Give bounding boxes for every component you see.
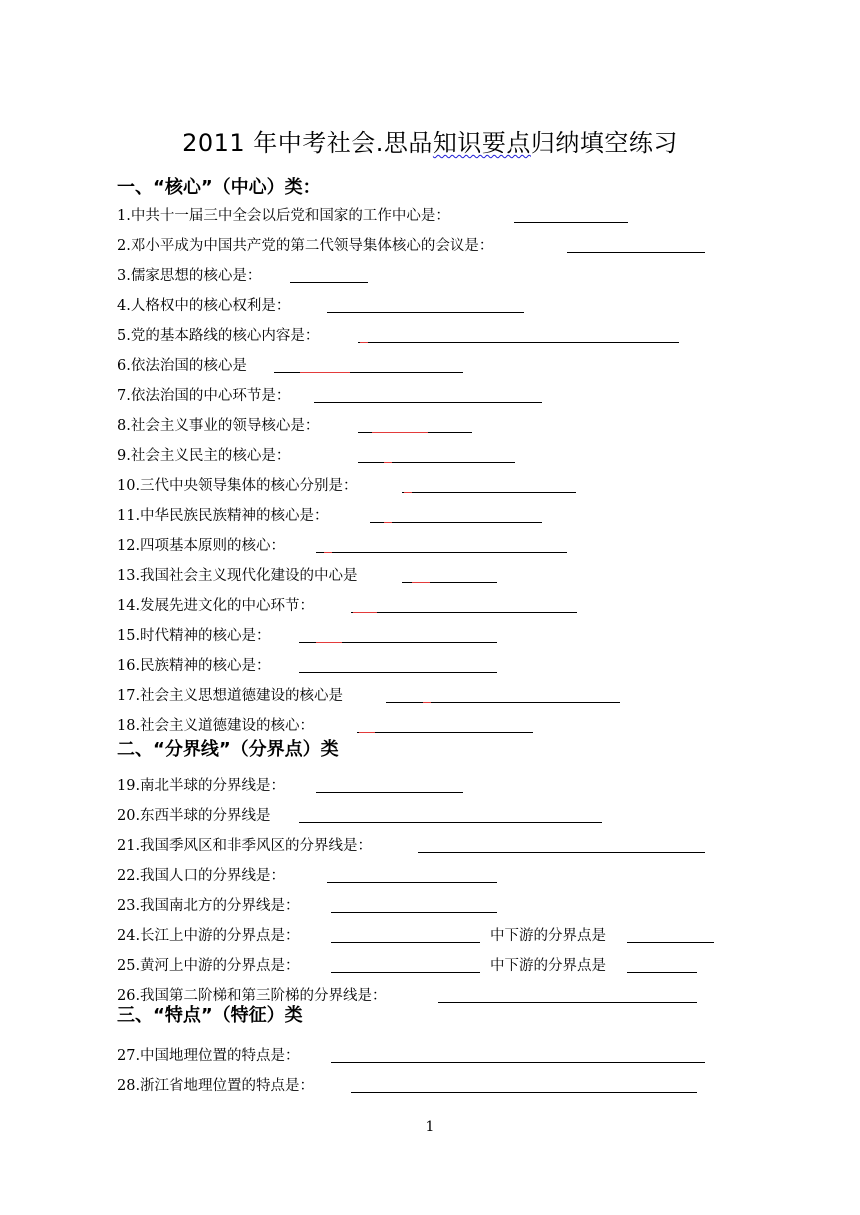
question-16: 16.民族精神的核心是： bbox=[117, 658, 271, 674]
answer-blank-1[interactable] bbox=[514, 222, 628, 223]
section-heading-boundary: 二、“分界线”（分界点）类 bbox=[117, 739, 339, 760]
question-19: 19.南北半球的分界线是： bbox=[117, 778, 286, 794]
question-9: 9.社会主义民主的核心是： bbox=[117, 448, 291, 464]
question-7: 7.依法治国的中心环节是： bbox=[117, 388, 291, 404]
revision-mark bbox=[324, 552, 332, 553]
answer-blank-5[interactable] bbox=[358, 342, 679, 343]
section-heading-core: 一、“核心”（中心）类： bbox=[117, 177, 321, 198]
answer-blank-19[interactable] bbox=[316, 792, 463, 793]
answer-blank-23[interactable] bbox=[331, 912, 497, 913]
revision-mark bbox=[360, 342, 368, 343]
revision-mark bbox=[423, 702, 431, 703]
answer-blank-4[interactable] bbox=[327, 312, 524, 313]
title-part-3: 归纳填空练习 bbox=[530, 129, 678, 157]
answer-blank-22[interactable] bbox=[327, 882, 497, 883]
answer-blank-24a[interactable] bbox=[331, 942, 480, 943]
revision-mark bbox=[372, 432, 428, 433]
answer-blank-26[interactable] bbox=[438, 1002, 697, 1003]
title-part-2: 知识要点 bbox=[432, 129, 531, 157]
question-17: 17.社会主义思想道德建设的核心是 bbox=[117, 688, 344, 704]
answer-blank-12[interactable] bbox=[316, 552, 567, 553]
page-number: 1 bbox=[425, 1119, 435, 1135]
answer-blank-28[interactable] bbox=[351, 1092, 697, 1093]
question-15: 15.时代精神的核心是： bbox=[117, 628, 271, 644]
answer-blank-17[interactable] bbox=[386, 702, 620, 703]
answer-blank-20[interactable] bbox=[299, 822, 602, 823]
question-4: 4.人格权中的核心权利是： bbox=[117, 298, 291, 314]
question-20: 20.东西半球的分界线是 bbox=[117, 808, 271, 824]
question-25: 25.黄河上中游的分界点是： bbox=[117, 958, 300, 974]
question-11: 11.中华民族民族精神的核心是： bbox=[117, 508, 329, 524]
revision-mark bbox=[384, 522, 392, 523]
section-heading-features: 三、“特点”（特征）类 bbox=[117, 1005, 303, 1026]
revision-mark bbox=[353, 612, 377, 613]
answer-blank-25a[interactable] bbox=[331, 972, 480, 973]
revision-mark bbox=[359, 732, 375, 733]
revision-mark bbox=[300, 372, 350, 373]
revision-mark bbox=[412, 582, 430, 583]
question-28: 28.浙江省地理位置的特点是： bbox=[117, 1078, 315, 1094]
answer-blank-21[interactable] bbox=[418, 852, 705, 853]
answer-blank-27[interactable] bbox=[331, 1062, 705, 1063]
question-1: 1.中共十一届三中全会以后党和国家的工作中心是： bbox=[117, 208, 450, 224]
question-10: 10.三代中央领导集体的核心分别是： bbox=[117, 478, 358, 494]
question-24-second-part: 中下游的分界点是 bbox=[490, 928, 606, 944]
question-12: 12.四项基本原则的核心： bbox=[117, 538, 286, 554]
answer-blank-11[interactable] bbox=[370, 522, 542, 523]
answer-blank-14[interactable] bbox=[351, 612, 577, 613]
question-6: 6.依法治国的核心是 bbox=[117, 358, 247, 374]
question-14: 14.发展先进文化的中心环节： bbox=[117, 598, 315, 614]
document-title bbox=[0, 126, 860, 160]
answer-blank-16[interactable] bbox=[299, 672, 497, 673]
answer-blank-9[interactable] bbox=[358, 462, 515, 463]
question-26: 26.我国第二阶梯和第三阶梯的分界线是： bbox=[117, 988, 387, 1004]
question-3: 3.儒家思想的核心是： bbox=[117, 268, 262, 284]
answer-blank-25b[interactable] bbox=[627, 972, 697, 973]
question-22: 22.我国人口的分界线是： bbox=[117, 868, 286, 884]
revision-mark bbox=[316, 642, 342, 643]
title-part-1: 2011 年中考社会.思品 bbox=[182, 129, 433, 157]
question-27: 27.中国地理位置的特点是： bbox=[117, 1048, 300, 1064]
question-2: 2.邓小平成为中国共产党的第二代领导集体核心的会议是： bbox=[117, 238, 494, 254]
answer-blank-24b[interactable] bbox=[627, 942, 714, 943]
question-13: 13.我国社会主义现代化建设的中心是 bbox=[117, 568, 358, 584]
answer-blank-10[interactable] bbox=[402, 492, 576, 493]
answer-blank-18[interactable] bbox=[357, 732, 533, 733]
answer-blank-7[interactable] bbox=[314, 402, 542, 403]
revision-mark bbox=[384, 462, 392, 463]
answer-blank-3[interactable] bbox=[290, 282, 368, 283]
question-18: 18.社会主义道德建设的核心： bbox=[117, 718, 315, 734]
answer-blank-2[interactable] bbox=[567, 252, 705, 253]
revision-mark bbox=[404, 492, 412, 493]
question-25-second-part: 中下游的分界点是 bbox=[490, 958, 606, 974]
question-23: 23.我国南北方的分界线是： bbox=[117, 898, 300, 914]
question-5: 5.党的基本路线的核心内容是： bbox=[117, 328, 320, 344]
question-21: 21.我国季风区和非季风区的分界线是： bbox=[117, 838, 373, 854]
question-8: 8.社会主义事业的领导核心是： bbox=[117, 418, 320, 434]
question-24: 24.长江上中游的分界点是： bbox=[117, 928, 300, 944]
